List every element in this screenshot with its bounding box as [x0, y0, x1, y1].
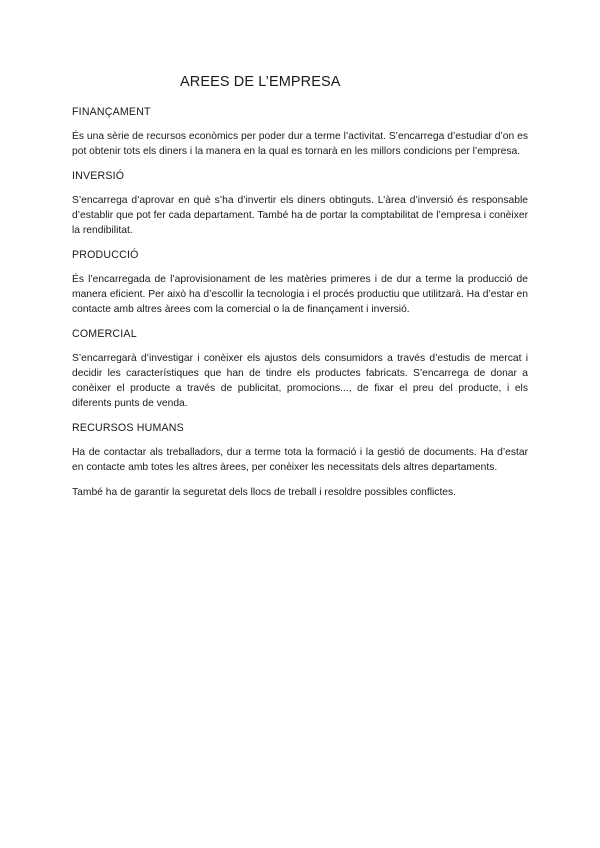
section-produccio [72, 248, 528, 317]
section-financament [72, 105, 528, 159]
section-heading: COMERCIAL [72, 328, 137, 340]
section-heading: INVERSIÓ [72, 170, 125, 182]
section-paragraph: És una sèrie de recursos econòmics per poder dur a terme l’activitat. S’encarrega d’estudiar d’on es pot obtenir tots els diners i la manera en la qual es tornarà en les millors condicions per l’empresa. [72, 131, 528, 157]
section-comercial [72, 327, 528, 411]
section-paragraph: Ha de contactar als treballadors, dur a terme tota la formació i la gestió de documents. Ha d’estar en contacte amb totes les altres àrees, per conèixer les necessitats dels altres departaments. [72, 447, 528, 473]
document-content [72, 105, 528, 510]
section-paragraph: També ha de garantir la seguretat dels llocs de treball i resoldre possibles conflictes. [72, 487, 457, 498]
section-paragraph: És l’encarregada de l’aprovisionament de les matèries primeres i de dur a terme la producció de manera eficient. Per això ha d’escollir la tecnologia i el procés productiu que utilitzarà. Ha d’estar en contacte amb altres àrees com la comercial o la de finançament i inversió. [72, 274, 528, 315]
section-recursos-humans [72, 421, 528, 500]
section-heading: RECURSOS HUMANS [72, 422, 184, 434]
section-paragraph: S’encarrega d’aprovar en què s’ha d’invertir els diners obtinguts. L’àrea d’inversió és responsable d’establir que pot fer cada departament. També ha de portar la comptabilitat de l’empresa i conèixer la rendibilitat. [72, 195, 528, 236]
section-heading: FINANÇAMENT [72, 106, 151, 118]
section-paragraph: S’encarregarà d’investigar i conèixer els ajustos dels consumidors a través d’estudis de mercat i decidir les característiques que han de tindre els productes fabricats. S’encarrega de donar a conèixer el producte a través de publicitat, promocions..., de fixar el preu del producte, i els diferents punts de venda. [72, 353, 528, 409]
section-heading: PRODUCCIÓ [72, 249, 139, 261]
document-title: AREES DE L’EMPRESA [180, 74, 341, 90]
section-inversio [72, 169, 528, 238]
